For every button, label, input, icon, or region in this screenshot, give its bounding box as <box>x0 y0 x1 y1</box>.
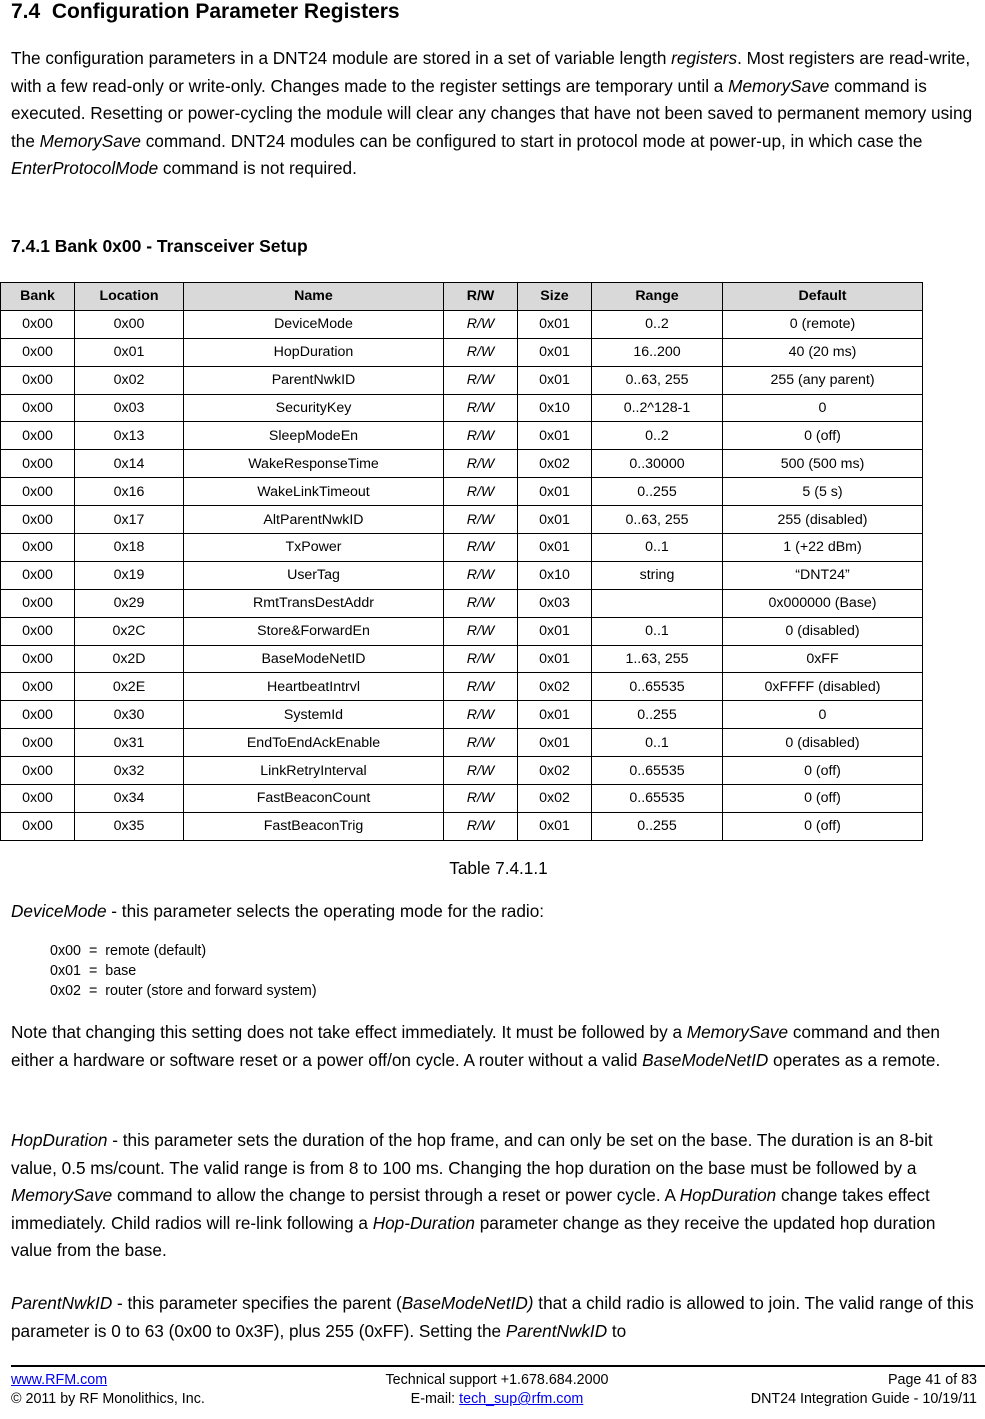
table-cell: 0..2 <box>592 422 723 450</box>
table-cell: 0x01 <box>518 534 592 562</box>
table-cell: 0x18 <box>75 534 184 562</box>
text-run: command. DNT24 modules can be configured to start in protocol mode at power-up, in which case the <box>140 130 923 151</box>
table-cell: 0x01 <box>518 478 592 506</box>
footer-center <box>312 1371 682 1409</box>
table-cell: FastBeaconTrig <box>184 812 444 840</box>
table-cell: 255 (any parent) <box>723 366 923 394</box>
column-header: Default <box>723 283 923 311</box>
column-header: Name <box>184 283 444 311</box>
table-cell: 0x00 <box>1 394 75 422</box>
table-cell: 0x00 <box>1 645 75 673</box>
table-cell: R/W <box>444 450 518 478</box>
table-row <box>1 310 923 338</box>
hopduration-paragraph <box>11 1127 976 1265</box>
table-cell: BaseModeNetID <box>184 645 444 673</box>
table-cell: WakeResponseTime <box>184 450 444 478</box>
table-cell: 0x00 <box>1 561 75 589</box>
note-paragraph <box>11 1019 976 1074</box>
table-cell: 0x01 <box>518 701 592 729</box>
table-cell: 255 (disabled) <box>723 506 923 534</box>
page-number: Page 41 of 83 <box>887 1372 977 1388</box>
table-cell: 0x01 <box>75 338 184 366</box>
table-cell: 5 (5 s) <box>723 478 923 506</box>
parentnwkid-paragraph <box>11 1290 976 1345</box>
text-run: - this parameter selects the operating mode for the radio: <box>106 901 545 921</box>
table-cell: 0..2 <box>592 310 723 338</box>
table-cell: 0..65535 <box>592 757 723 785</box>
column-header: Size <box>518 283 592 311</box>
italic-term: registers <box>671 48 738 68</box>
text-run: change takes effect immediately. Child radios will re-link following a <box>11 1185 930 1233</box>
table-cell: 0x00 <box>75 310 184 338</box>
table-cell: WakeLinkTimeout <box>184 478 444 506</box>
table-cell: R/W <box>444 673 518 701</box>
table-cell: R/W <box>444 422 518 450</box>
table-cell: R/W <box>444 785 518 813</box>
table-cell: 0x01 <box>518 812 592 840</box>
table-cell: 0x01 <box>518 366 592 394</box>
device-mode-list <box>50 941 317 1001</box>
table-cell: 0..30000 <box>592 450 723 478</box>
text-run: to <box>607 1320 627 1341</box>
italic-term: MemorySave <box>11 1185 113 1206</box>
mode-item: 0x01 = base <box>50 963 137 979</box>
table-row <box>1 422 923 450</box>
text-run: command and then either a hardware or software reset or a power off/on cycle. A router without a valid <box>11 1022 940 1070</box>
table-cell: SystemId <box>184 701 444 729</box>
table-cell: 0xFF <box>723 645 923 673</box>
table-cell: 0xFFFF (disabled) <box>723 673 923 701</box>
table-cell: R/W <box>444 310 518 338</box>
email-label: E-mail: <box>410 1391 460 1407</box>
table-cell: 0 <box>723 701 923 729</box>
table-body <box>1 310 923 840</box>
table-cell: 0x00 <box>1 617 75 645</box>
table-cell: HeartbeatIntrvl <box>184 673 444 701</box>
table-cell: 0x10 <box>518 561 592 589</box>
table-cell: 0 (off) <box>723 422 923 450</box>
table-cell: “DNT24” <box>723 561 923 589</box>
footer-divider <box>11 1365 985 1367</box>
table-cell: 0x01 <box>518 506 592 534</box>
table-row <box>1 673 923 701</box>
table-cell: R/W <box>444 338 518 366</box>
text-run: that a child radio is allowed to join. The valid range of this parameter is 0 to 63 (0x00 to 0x3F), plus 255 (0xFF). Setting the <box>11 1293 974 1341</box>
italic-term: BaseModeNetID <box>642 1049 769 1070</box>
table-cell: 0x00 <box>1 673 75 701</box>
column-header: R/W <box>444 283 518 311</box>
table-cell: R/W <box>444 645 518 673</box>
table-cell: 0x00 <box>1 450 75 478</box>
text-run: command is not required. <box>158 158 357 179</box>
table-row <box>1 701 923 729</box>
table-cell: 0x03 <box>75 394 184 422</box>
email-link[interactable]: tech_sup@rfm.com <box>459 1391 584 1407</box>
table-cell: 0..1 <box>592 729 723 757</box>
table-cell: 0x19 <box>75 561 184 589</box>
table-row <box>1 506 923 534</box>
table-cell: 0x01 <box>518 645 592 673</box>
table-cell: 0x02 <box>518 785 592 813</box>
table-cell: R/W <box>444 394 518 422</box>
table-cell <box>592 589 723 617</box>
table-cell: EndToEndAckEnable <box>184 729 444 757</box>
italic-term: ParentNwkID <box>11 1293 113 1313</box>
table-caption: Table 7.4.1.1 <box>449 858 548 878</box>
table-cell: 0 (disabled) <box>723 617 923 645</box>
table-cell: 0x00 <box>1 310 75 338</box>
table-cell: 0 (off) <box>723 785 923 813</box>
table-cell: 0..65535 <box>592 673 723 701</box>
table-cell: 0 <box>723 394 923 422</box>
text-run: - this parameter specifies the parent ( <box>112 1293 402 1313</box>
column-header: Location <box>75 283 184 311</box>
table-cell: R/W <box>444 506 518 534</box>
table-cell: 0x00 <box>1 366 75 394</box>
table-cell: 0 (off) <box>723 757 923 785</box>
table-cell: 0 (remote) <box>723 310 923 338</box>
table-cell: TxPower <box>184 534 444 562</box>
table-cell: 0x2C <box>75 617 184 645</box>
table-row <box>1 757 923 785</box>
table-row <box>1 729 923 757</box>
table-cell: 0..2^128-1 <box>592 394 723 422</box>
table-cell: 0x01 <box>518 422 592 450</box>
mode-item: 0x02 = router (store and forward system) <box>50 983 317 999</box>
table-cell: RmtTransDestAddr <box>184 589 444 617</box>
text-run: parameter change as they receive the updated hop duration value from the base. <box>11 1212 936 1261</box>
table-cell: R/W <box>444 366 518 394</box>
italic-term: DeviceMode <box>11 901 107 921</box>
table-row <box>1 785 923 813</box>
table-cell: Store&ForwardEn <box>184 617 444 645</box>
register-table <box>0 282 923 841</box>
table-cell: 0x02 <box>518 673 592 701</box>
table-row <box>1 645 923 673</box>
table-row <box>1 812 923 840</box>
table-row <box>1 534 923 562</box>
table-cell: R/W <box>444 729 518 757</box>
table-cell: 0x01 <box>518 338 592 366</box>
table-cell: 0x02 <box>518 757 592 785</box>
table-cell: 1..63, 255 <box>592 645 723 673</box>
table-cell: 0x03 <box>518 589 592 617</box>
table-cell: 0 (off) <box>723 812 923 840</box>
table-cell: 0x32 <box>75 757 184 785</box>
italic-term: Hop-Duration <box>372 1212 475 1233</box>
table-header-row <box>1 283 923 311</box>
italic-term: MemorySave <box>728 75 830 96</box>
table-cell: 0..65535 <box>592 785 723 813</box>
text-run: command to allow the change to persist through a reset or power cycle. A <box>112 1185 680 1206</box>
italic-term: BaseModeNetID) <box>401 1293 534 1313</box>
table-cell: R/W <box>444 617 518 645</box>
table-cell: 0x14 <box>75 450 184 478</box>
table-cell: 0x17 <box>75 506 184 534</box>
table-cell: FastBeaconCount <box>184 785 444 813</box>
table-row <box>1 366 923 394</box>
table-cell: HopDuration <box>184 338 444 366</box>
table-cell: 0x00 <box>1 757 75 785</box>
table-cell: 500 (500 ms) <box>723 450 923 478</box>
table-cell: 0x31 <box>75 729 184 757</box>
table-row <box>1 561 923 589</box>
italic-term: HopDuration <box>679 1185 777 1206</box>
table-cell: 0..1 <box>592 617 723 645</box>
text-run: operates as a remote. <box>768 1049 941 1070</box>
column-header: Bank <box>1 283 75 311</box>
italic-term: MemorySave <box>39 130 141 151</box>
table-cell: R/W <box>444 701 518 729</box>
table-cell: 0..255 <box>592 812 723 840</box>
table-cell: 0x34 <box>75 785 184 813</box>
table-cell: 0x2D <box>75 645 184 673</box>
document-title: DNT24 Integration Guide - 10/19/11 <box>750 1391 977 1407</box>
intro-paragraph <box>11 45 976 183</box>
table-row <box>1 617 923 645</box>
table-cell: DeviceMode <box>184 310 444 338</box>
table-cell: 0x10 <box>518 394 592 422</box>
table-row <box>1 589 923 617</box>
table-cell: 0x00 <box>1 812 75 840</box>
table-row <box>1 450 923 478</box>
table-cell: R/W <box>444 757 518 785</box>
table-cell: 0x16 <box>75 478 184 506</box>
table-cell: 0..63, 255 <box>592 366 723 394</box>
table-cell: 0x00 <box>1 338 75 366</box>
table-cell: R/W <box>444 589 518 617</box>
table-cell: 0x00 <box>1 506 75 534</box>
italic-term: EnterProtocolMode <box>11 158 159 179</box>
table-cell: 0x29 <box>75 589 184 617</box>
table-cell: AltParentNwkID <box>184 506 444 534</box>
table-cell: 0x13 <box>75 422 184 450</box>
table-cell: UserTag <box>184 561 444 589</box>
table-cell: 0x30 <box>75 701 184 729</box>
table-cell: SleepModeEn <box>184 422 444 450</box>
table-cell: 0x00 <box>1 729 75 757</box>
copyright-text: © 2011 by RF Monolithics, Inc. <box>11 1391 205 1407</box>
text-run: command is executed. Resetting or power-cycling the module will clear any changes that have not been saved to permanent memory using the <box>11 75 973 151</box>
footer-right <box>751 1371 977 1409</box>
table-cell: 0x00 <box>1 534 75 562</box>
italic-term: MemorySave <box>686 1022 789 1042</box>
table-cell: 0..63, 255 <box>592 506 723 534</box>
mode-item: 0x00 = remote (default) <box>50 943 207 959</box>
table-cell: 0x00 <box>1 422 75 450</box>
table-cell: string <box>592 561 723 589</box>
text-run: - this parameter sets the duration of the hop frame, and can only be set on the base. The duration is an 8-bit value, 0.5 ms/count. The valid range is from 8 to 100 ms. Changing the hop duration on the base must be followed by a <box>11 1130 933 1178</box>
table-cell: 0..255 <box>592 478 723 506</box>
table-cell: 0x2E <box>75 673 184 701</box>
table-cell: 0 (disabled) <box>723 729 923 757</box>
column-header: Range <box>592 283 723 311</box>
table-cell: R/W <box>444 561 518 589</box>
table-cell: SecurityKey <box>184 394 444 422</box>
text-run: . Most registers are read-write, with a few read-only or write-only. Changes made to the register settings are temporary until a <box>11 48 971 96</box>
table-cell: 0x00 <box>1 478 75 506</box>
table-cell: 1 (+22 dBm) <box>723 534 923 562</box>
table-cell: 40 (20 ms) <box>723 338 923 366</box>
table-cell: LinkRetryInterval <box>184 757 444 785</box>
table-cell: 0x000000 (Base) <box>723 589 923 617</box>
website-link[interactable]: www.RFM.com <box>11 1372 108 1388</box>
devicemode-paragraph <box>11 898 976 926</box>
table-cell: 0x00 <box>1 785 75 813</box>
section-title: 7.4 Configuration Parameter Registers <box>11 0 400 23</box>
table-cell: 16..200 <box>592 338 723 366</box>
table-cell: 0x02 <box>75 366 184 394</box>
table-cell: R/W <box>444 478 518 506</box>
italic-term: HopDuration <box>11 1130 108 1150</box>
table-cell: 0..1 <box>592 534 723 562</box>
table-cell: 0x01 <box>518 310 592 338</box>
table-cell: 0x01 <box>518 729 592 757</box>
table-cell: 0x00 <box>1 589 75 617</box>
subsection-title: 7.4.1 Bank 0x00 - Transceiver Setup <box>11 236 308 256</box>
footer-left <box>11 1371 205 1409</box>
table-cell: 0x01 <box>518 617 592 645</box>
table-cell: 0..255 <box>592 701 723 729</box>
text-run: The configuration parameters in a DNT24 module are stored in a set of variable length <box>11 48 672 68</box>
table-cell: 0x00 <box>1 701 75 729</box>
table-cell: 0x02 <box>518 450 592 478</box>
italic-term: ParentNwkID <box>505 1320 608 1341</box>
table-cell: ParentNwkID <box>184 366 444 394</box>
text-run: Note that changing this setting does not take effect immediately. It must be followed by a <box>11 1022 687 1042</box>
table-row <box>1 478 923 506</box>
support-phone: Technical support +1.678.684.2000 <box>385 1372 609 1388</box>
table-cell: R/W <box>444 534 518 562</box>
table-cell: 0x35 <box>75 812 184 840</box>
table-row <box>1 394 923 422</box>
table-row <box>1 338 923 366</box>
table-cell: R/W <box>444 812 518 840</box>
